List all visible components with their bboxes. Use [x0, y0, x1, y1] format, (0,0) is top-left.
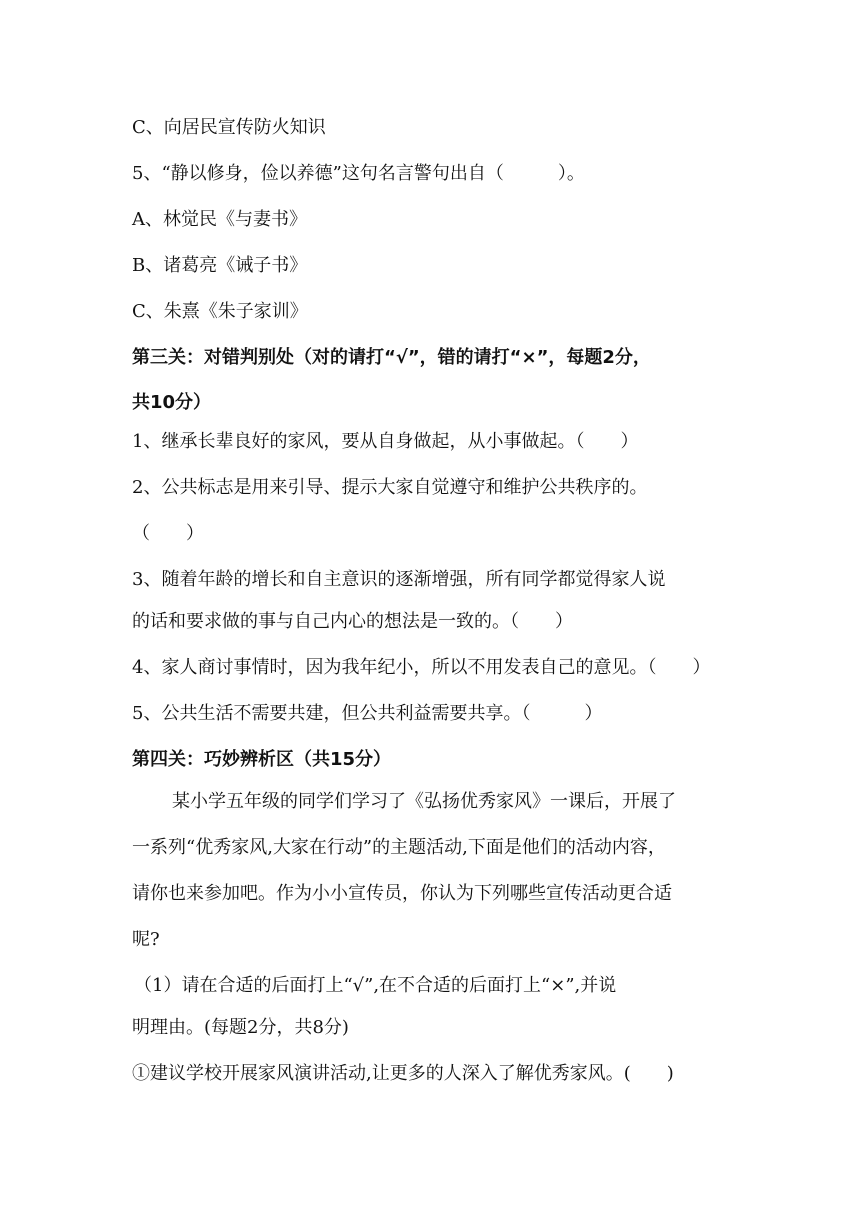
tf-question-4: 4、家人商讨事情时，因为我年纪小，所以不用发表自己的意见。（ ） [132, 657, 711, 678]
section-4-paragraph-cont-3: 呢? [132, 929, 160, 950]
option-c-fire-safety: C、向居民宣传防火知识 [132, 117, 326, 138]
tf-question-2: 2、公共标志是用来引导、提示大家自觉遵守和维护公共秩序的。 [132, 477, 648, 498]
section-4-paragraph-cont-1: 一系列“优秀家风,大家在行动”的主题活动,下面是他们的活动内容， [132, 837, 666, 858]
tf-question-5: 5、公共生活不需要共建，但公共利益需要共享。（ ） [132, 703, 603, 724]
section-4-paragraph-cont-2: 请你也来参加吧。作为小小宣传员，你认为下列哪些宣传活动更合适 [132, 883, 672, 904]
tf-question-1: 1、继承长辈良好的家风，要从自身做起，从小事做起。（ ） [132, 431, 639, 452]
option-b: B、诸葛亮《诫子书》 [132, 255, 308, 276]
option-c: C、朱熹《朱子家训》 [132, 301, 308, 322]
subquestion-1: （1）请在合适的后面打上“√”,在不合适的后面打上“×”,并说 [134, 975, 617, 996]
section-4-heading: 第四关：巧妙辨析区（共15分） [132, 749, 392, 770]
section-3-heading-cont: 共10分） [132, 392, 212, 413]
section-4-paragraph: 某小学五年级的同学们学习了《弘扬优秀家风》一课后，开展了 [172, 791, 676, 812]
tf-question-2-cont: （ ） [132, 523, 204, 544]
subquestion-1-cont: 明理由。(每题2分，共8分) [132, 1017, 349, 1038]
item-1: ①建议学校开展家风演讲活动,让更多的人深入了解优秀家风。( ) [132, 1063, 674, 1084]
section-3-heading: 第三关：对错判别处（对的请打“√”，错的请打“×”，每题2分， [132, 347, 651, 368]
tf-question-3-cont: 的话和要求做的事与自己内心的想法是一致的。（ ） [132, 611, 573, 632]
option-a: A、林觉民《与妻书》 [132, 209, 307, 230]
question-5: 5、“静以修身，俭以养德”这句名言警句出自（ ）。 [132, 163, 585, 184]
tf-question-3: 3、随着年龄的增长和自主意识的逐渐增强，所有同学都觉得家人说 [132, 569, 666, 590]
